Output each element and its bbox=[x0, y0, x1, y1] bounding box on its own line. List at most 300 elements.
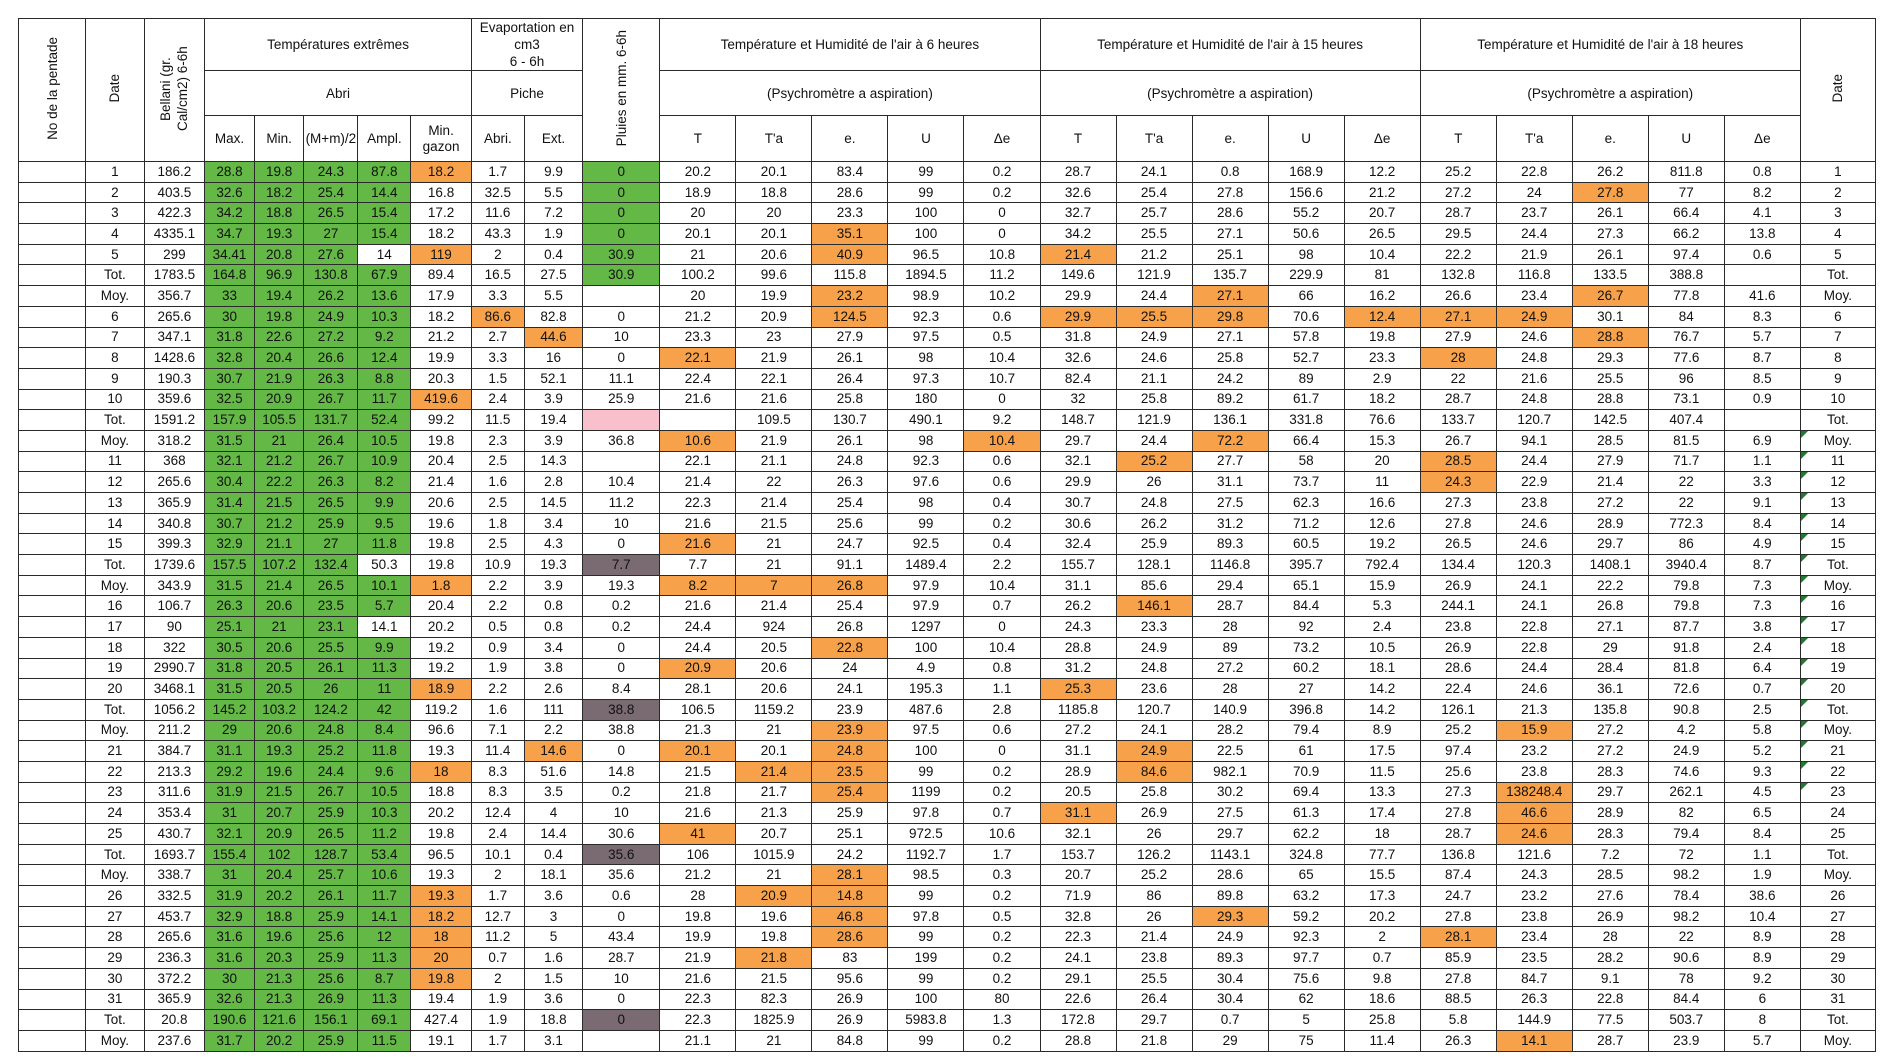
table-cell: 18.8 bbox=[524, 1010, 582, 1031]
table-cell: 0.2 bbox=[583, 596, 660, 617]
table-cell bbox=[1724, 265, 1800, 286]
table-cell: 22.3 bbox=[660, 493, 736, 514]
table-cell: 28.5 bbox=[1420, 451, 1496, 472]
table-cell: 168.9 bbox=[1268, 162, 1344, 183]
table-cell: 26.9 bbox=[304, 989, 358, 1010]
header-u-18h: U bbox=[1648, 116, 1724, 162]
table-cell: 1489.4 bbox=[888, 555, 964, 576]
table-cell: 4 bbox=[524, 803, 582, 824]
table-cell: 384.7 bbox=[144, 741, 205, 762]
table-cell: 24.9 bbox=[1192, 927, 1268, 948]
pentade-cell bbox=[19, 513, 86, 534]
table-cell: 90.8 bbox=[1648, 699, 1724, 720]
table-cell: 30.4 bbox=[1192, 968, 1268, 989]
table-cell: 21.9 bbox=[736, 348, 812, 369]
table-cell: 9.6 bbox=[358, 761, 411, 782]
header-t-6h: T bbox=[660, 116, 736, 162]
table-cell: 20.6 bbox=[736, 658, 812, 679]
table-cell: 1185.8 bbox=[1040, 699, 1116, 720]
table-cell: 32.1 bbox=[205, 451, 255, 472]
table-row bbox=[19, 658, 1876, 679]
table-cell: 21.1 bbox=[254, 534, 304, 555]
table-cell: 32.6 bbox=[1040, 182, 1116, 203]
table-cell: 28.6 bbox=[1192, 865, 1268, 886]
table-cell: 23.2 bbox=[812, 286, 888, 307]
table-cell: 8.2 bbox=[660, 575, 736, 596]
table-cell: 25.6 bbox=[304, 968, 358, 989]
table-cell: 1.7 bbox=[964, 844, 1040, 865]
table-cell: 19.2 bbox=[411, 637, 472, 658]
table-cell: 2.5 bbox=[471, 451, 524, 472]
table-cell: 46.8 bbox=[812, 906, 888, 927]
table-cell: 19.8 bbox=[660, 906, 736, 927]
table-cell: 0.2 bbox=[964, 927, 1040, 948]
table-cell: 32 bbox=[1040, 389, 1116, 410]
table-cell: 21.2 bbox=[254, 451, 304, 472]
table-cell: 17.3 bbox=[1344, 886, 1420, 907]
table-cell: 0 bbox=[583, 906, 660, 927]
table-cell: 32.9 bbox=[205, 906, 255, 927]
table-cell: 21.5 bbox=[736, 513, 812, 534]
table-cell: 71.2 bbox=[1268, 513, 1344, 534]
table-cell: 0.6 bbox=[964, 306, 1040, 327]
table-cell: 21.9 bbox=[660, 948, 736, 969]
table-cell: 98 bbox=[1268, 244, 1344, 265]
table-cell: 15.5 bbox=[1344, 865, 1420, 886]
date-cell-right: Tot. bbox=[1800, 555, 1875, 576]
table-cell: 1.1 bbox=[1724, 451, 1800, 472]
table-cell: 23.5 bbox=[1496, 948, 1572, 969]
table-cell: 22.2 bbox=[1420, 244, 1496, 265]
table-cell: 11.8 bbox=[358, 741, 411, 762]
table-cell: 353.4 bbox=[144, 803, 205, 824]
table-cell: 27.1 bbox=[1192, 327, 1268, 348]
table-cell: 24.6 bbox=[1496, 679, 1572, 700]
table-cell: 2.5 bbox=[471, 534, 524, 555]
table-cell: 0 bbox=[583, 637, 660, 658]
table-cell: 24.9 bbox=[1116, 327, 1192, 348]
table-cell: 28.6 bbox=[812, 927, 888, 948]
table-cell: 27.3 bbox=[1420, 493, 1496, 514]
table-cell: 18.9 bbox=[660, 182, 736, 203]
table-cell: 14.6 bbox=[524, 741, 582, 762]
table-cell: 26.7 bbox=[304, 451, 358, 472]
date-cell-right: 28 bbox=[1800, 927, 1875, 948]
table-cell: 24.1 bbox=[1040, 948, 1116, 969]
table-cell: 30.7 bbox=[205, 368, 255, 389]
table-cell: 31.6 bbox=[205, 948, 255, 969]
table-cell: 106.7 bbox=[144, 596, 205, 617]
table-cell: 924 bbox=[736, 617, 812, 638]
table-cell: 25.9 bbox=[583, 389, 660, 410]
table-cell: 22 bbox=[1648, 493, 1724, 514]
table-cell: 19.8 bbox=[254, 306, 304, 327]
table-cell: 2.2 bbox=[471, 575, 524, 596]
table-cell: 21.4 bbox=[1116, 927, 1192, 948]
table-cell: 20.2 bbox=[1344, 906, 1420, 927]
table-cell: 27.8 bbox=[1420, 968, 1496, 989]
table-cell: 27.2 bbox=[1572, 741, 1648, 762]
pentade-cell bbox=[19, 741, 86, 762]
table-cell: 21.4 bbox=[411, 472, 472, 493]
table-cell: 20.5 bbox=[1040, 782, 1116, 803]
date-cell: 10 bbox=[86, 389, 144, 410]
table-cell: 24.4 bbox=[1116, 286, 1192, 307]
table-cell: 30.2 bbox=[1192, 782, 1268, 803]
table-cell: 23 bbox=[736, 327, 812, 348]
table-cell: 157.5 bbox=[205, 555, 255, 576]
table-cell: 5.7 bbox=[358, 596, 411, 617]
table-cell: 32.6 bbox=[205, 989, 255, 1010]
table-cell: 21 bbox=[254, 617, 304, 638]
table-cell: 9.8 bbox=[1344, 968, 1420, 989]
table-cell: 343.9 bbox=[144, 575, 205, 596]
table-cell: 28 bbox=[1572, 927, 1648, 948]
table-cell: 66 bbox=[1268, 286, 1344, 307]
table-cell: 24.6 bbox=[1116, 348, 1192, 369]
table-cell: 24.9 bbox=[1116, 637, 1192, 658]
table-cell: 2 bbox=[471, 865, 524, 886]
table-cell: 0.2 bbox=[964, 968, 1040, 989]
table-cell: 52.4 bbox=[358, 410, 411, 431]
table-cell: 10.4 bbox=[583, 472, 660, 493]
table-cell: 128.7 bbox=[304, 844, 358, 865]
pentade-cell bbox=[19, 389, 86, 410]
date-cell-right: 26 bbox=[1800, 886, 1875, 907]
table-cell: 25.1 bbox=[812, 824, 888, 845]
table-cell: 23.3 bbox=[1116, 617, 1192, 638]
table-cell: 26.9 bbox=[1420, 575, 1496, 596]
table-cell bbox=[583, 410, 660, 431]
table-cell: 100 bbox=[888, 224, 964, 245]
table-cell: 144.9 bbox=[1496, 1010, 1572, 1031]
table-cell: 24.8 bbox=[1116, 493, 1192, 514]
table-cell: 2.4 bbox=[1724, 637, 1800, 658]
table-cell: 31.1 bbox=[1192, 472, 1268, 493]
table-cell: 26.2 bbox=[1572, 162, 1648, 183]
table-cell: 20.4 bbox=[254, 348, 304, 369]
table-cell: 0.4 bbox=[964, 534, 1040, 555]
table-cell: 28.7 bbox=[583, 948, 660, 969]
header-u-6h: U bbox=[888, 116, 964, 162]
table-cell: 71.9 bbox=[1040, 886, 1116, 907]
table-cell: 21.8 bbox=[660, 782, 736, 803]
table-row bbox=[19, 968, 1876, 989]
table-cell: 26.9 bbox=[812, 989, 888, 1010]
table-cell: 265.6 bbox=[144, 306, 205, 327]
table-cell: 237.6 bbox=[144, 1030, 205, 1051]
table-cell: 23.3 bbox=[812, 203, 888, 224]
table-cell: 25.4 bbox=[812, 493, 888, 514]
table-cell: 0 bbox=[964, 203, 1040, 224]
header-psychrometre-18h: (Psychromètre a aspiration) bbox=[1420, 71, 1800, 116]
table-cell: 14.1 bbox=[358, 617, 411, 638]
table-cell: 23.4 bbox=[1496, 927, 1572, 948]
table-cell: 7.7 bbox=[583, 555, 660, 576]
table-cell: 21.4 bbox=[660, 472, 736, 493]
table-cell: 21.9 bbox=[254, 368, 304, 389]
table-cell: 8.4 bbox=[1724, 513, 1800, 534]
table-cell: 126.2 bbox=[1116, 844, 1192, 865]
table-cell: 0.6 bbox=[1724, 244, 1800, 265]
table-cell: 7.7 bbox=[660, 555, 736, 576]
table-cell: 28.7 bbox=[1420, 389, 1496, 410]
date-cell: 28 bbox=[86, 927, 144, 948]
table-cell: 20.7 bbox=[1040, 865, 1116, 886]
pentade-cell bbox=[19, 182, 86, 203]
pentade-cell bbox=[19, 596, 86, 617]
table-cell: 35.6 bbox=[583, 865, 660, 886]
table-cell: 20.9 bbox=[736, 886, 812, 907]
table-cell: 26.8 bbox=[812, 617, 888, 638]
table-cell: 25.9 bbox=[304, 1030, 358, 1051]
table-cell: 19.8 bbox=[411, 534, 472, 555]
table-cell: 0.4 bbox=[524, 844, 582, 865]
table-cell: 0.4 bbox=[524, 244, 582, 265]
table-cell: 22.3 bbox=[1040, 927, 1116, 948]
table-cell: 22 bbox=[1648, 927, 1724, 948]
table-cell: 1.6 bbox=[524, 948, 582, 969]
table-cell: 21.1 bbox=[660, 1030, 736, 1051]
table-cell: 21 bbox=[254, 430, 304, 451]
table-cell: 77.6 bbox=[1648, 348, 1724, 369]
table-cell: 97.3 bbox=[888, 368, 964, 389]
table-cell: 10.7 bbox=[964, 368, 1040, 389]
table-cell: 0.2 bbox=[964, 162, 1040, 183]
table-cell: 69.4 bbox=[1268, 782, 1344, 803]
table-cell: 10.4 bbox=[1344, 244, 1420, 265]
table-cell: 10.9 bbox=[471, 555, 524, 576]
date-cell: Tot. bbox=[86, 1010, 144, 1031]
table-cell: 12 bbox=[358, 927, 411, 948]
date-cell: 22 bbox=[86, 761, 144, 782]
pentade-cell bbox=[19, 989, 86, 1010]
table-cell: 0 bbox=[583, 224, 660, 245]
table-cell: 13.6 bbox=[358, 286, 411, 307]
table-cell: 25.2 bbox=[304, 741, 358, 762]
table-cell: 11.6 bbox=[471, 203, 524, 224]
header-date: Date bbox=[86, 19, 144, 162]
table-cell: 26.1 bbox=[1572, 203, 1648, 224]
table-cell: 25.9 bbox=[1116, 534, 1192, 555]
table-cell: 26.5 bbox=[1420, 534, 1496, 555]
table-cell: 20.2 bbox=[411, 803, 472, 824]
table-cell: 21.4 bbox=[254, 575, 304, 596]
table-cell: 23.8 bbox=[1496, 906, 1572, 927]
table-cell: 24 bbox=[1496, 182, 1572, 203]
table-cell: 83.4 bbox=[812, 162, 888, 183]
table-cell: 6.4 bbox=[1724, 658, 1800, 679]
table-cell: 262.1 bbox=[1648, 782, 1724, 803]
table-cell: 145.2 bbox=[205, 699, 255, 720]
table-cell: 132.8 bbox=[1420, 265, 1496, 286]
table-cell: 24.2 bbox=[1192, 368, 1268, 389]
table-cell: 0.6 bbox=[964, 472, 1040, 493]
table-cell: 14.2 bbox=[1344, 699, 1420, 720]
table-cell: 25.6 bbox=[1420, 761, 1496, 782]
table-cell: 22.3 bbox=[660, 989, 736, 1010]
table-cell: 28.9 bbox=[1040, 761, 1116, 782]
table-cell: 18.1 bbox=[524, 865, 582, 886]
table-cell: 23.8 bbox=[1496, 493, 1572, 514]
table-cell: 31.5 bbox=[205, 575, 255, 596]
table-cell: 24.4 bbox=[304, 761, 358, 782]
table-cell: 87.7 bbox=[1648, 617, 1724, 638]
table-cell: 100.2 bbox=[660, 265, 736, 286]
table-cell: 29.8 bbox=[1192, 306, 1268, 327]
table-cell: 24.3 bbox=[304, 162, 358, 183]
table-cell: 32.6 bbox=[205, 182, 255, 203]
table-cell: 27.7 bbox=[1192, 451, 1268, 472]
date-cell: 4 bbox=[86, 224, 144, 245]
table-cell: 11.7 bbox=[358, 389, 411, 410]
table-cell: 43.3 bbox=[471, 224, 524, 245]
table-cell: 10.4 bbox=[964, 430, 1040, 451]
table-cell: 29.7 bbox=[1572, 782, 1648, 803]
table-cell: 99 bbox=[888, 886, 964, 907]
date-cell: 11 bbox=[86, 451, 144, 472]
table-cell: 6.5 bbox=[1724, 803, 1800, 824]
table-cell: 0 bbox=[583, 306, 660, 327]
header-t-15h: T bbox=[1040, 116, 1116, 162]
table-cell: 24.4 bbox=[660, 617, 736, 638]
table-cell: 26.9 bbox=[1572, 906, 1648, 927]
table-cell: 2 bbox=[1344, 927, 1420, 948]
table-cell: 186.2 bbox=[144, 162, 205, 183]
date-cell: Tot. bbox=[86, 265, 144, 286]
table-cell: 30.7 bbox=[205, 513, 255, 534]
table-cell: 19.6 bbox=[736, 906, 812, 927]
date-cell-right: 12 bbox=[1800, 472, 1875, 493]
date-cell: 9 bbox=[86, 368, 144, 389]
table-cell: 15.9 bbox=[1496, 720, 1572, 741]
date-cell-right: 8 bbox=[1800, 348, 1875, 369]
table-cell: 0.9 bbox=[1724, 389, 1800, 410]
table-cell: 148.7 bbox=[1040, 410, 1116, 431]
header-psychrometre-15h: (Psychromètre a aspiration) bbox=[1040, 71, 1420, 116]
table-cell: 27.2 bbox=[1572, 720, 1648, 741]
table-cell: 19.3 bbox=[411, 865, 472, 886]
table-cell: 2.4 bbox=[471, 389, 524, 410]
table-cell: 14.8 bbox=[812, 886, 888, 907]
table-cell: 27.5 bbox=[1192, 803, 1268, 824]
table-cell: 10.8 bbox=[964, 244, 1040, 265]
table-cell: 10.2 bbox=[964, 286, 1040, 307]
table-cell: 21.8 bbox=[736, 948, 812, 969]
table-cell: 11.5 bbox=[1344, 761, 1420, 782]
date-cell: 8 bbox=[86, 348, 144, 369]
table-row bbox=[19, 844, 1876, 865]
table-cell: 26.7 bbox=[1572, 286, 1648, 307]
pentade-cell bbox=[19, 306, 86, 327]
table-cell: 23.3 bbox=[660, 327, 736, 348]
date-cell-right: Tot. bbox=[1800, 844, 1875, 865]
table-cell: 23.3 bbox=[1344, 348, 1420, 369]
table-cell: 2.4 bbox=[471, 824, 524, 845]
table-cell: 20.4 bbox=[411, 451, 472, 472]
table-cell: 28.1 bbox=[812, 865, 888, 886]
pentade-cell bbox=[19, 927, 86, 948]
table-cell: 21 bbox=[736, 865, 812, 886]
table-cell: 20 bbox=[660, 203, 736, 224]
table-cell: 97.8 bbox=[888, 906, 964, 927]
table-cell: 14.8 bbox=[583, 761, 660, 782]
table-cell: 8.4 bbox=[1724, 824, 1800, 845]
table-cell: 27.8 bbox=[1192, 182, 1268, 203]
table-cell: 121.6 bbox=[1496, 844, 1572, 865]
table-cell: 28.9 bbox=[1572, 803, 1648, 824]
table-cell: 19.8 bbox=[736, 927, 812, 948]
table-cell: 20.1 bbox=[660, 224, 736, 245]
table-cell: 155.4 bbox=[205, 844, 255, 865]
table-cell: 90 bbox=[144, 617, 205, 638]
table-cell: 21.7 bbox=[736, 782, 812, 803]
table-cell: 36.1 bbox=[1572, 679, 1648, 700]
table-cell: 23.8 bbox=[1496, 761, 1572, 782]
table-cell: 97.4 bbox=[1420, 741, 1496, 762]
table-cell: 103.2 bbox=[254, 699, 304, 720]
table-cell: 157.9 bbox=[205, 410, 255, 431]
table-cell: 21.5 bbox=[254, 782, 304, 803]
header-abri: Abri bbox=[205, 71, 472, 116]
table-cell: 89 bbox=[1192, 637, 1268, 658]
pentade-cell bbox=[19, 244, 86, 265]
header-ta-18h: T'a bbox=[1496, 116, 1572, 162]
table-cell: 140.9 bbox=[1192, 699, 1268, 720]
date-cell: 27 bbox=[86, 906, 144, 927]
table-row bbox=[19, 306, 1876, 327]
table-cell: 24.9 bbox=[304, 306, 358, 327]
table-cell: 17.5 bbox=[1344, 741, 1420, 762]
date-cell: 24 bbox=[86, 803, 144, 824]
table-cell: 111 bbox=[524, 699, 582, 720]
table-cell: 136.8 bbox=[1420, 844, 1496, 865]
table-cell: 67.9 bbox=[358, 265, 411, 286]
date-cell-right: 23 bbox=[1800, 782, 1875, 803]
table-cell: 2.8 bbox=[964, 699, 1040, 720]
table-cell: 347.1 bbox=[144, 327, 205, 348]
table-cell: 7.3 bbox=[1724, 596, 1800, 617]
table-cell: 86 bbox=[1648, 534, 1724, 555]
table-cell: 77 bbox=[1648, 182, 1724, 203]
table-cell: 25.1 bbox=[1192, 244, 1268, 265]
table-cell: 156.1 bbox=[304, 1010, 358, 1031]
table-cell: 84.6 bbox=[1116, 761, 1192, 782]
table-row bbox=[19, 761, 1876, 782]
table-cell: 368 bbox=[144, 451, 205, 472]
table-cell: 22.4 bbox=[1420, 679, 1496, 700]
table-cell: 1.7 bbox=[471, 886, 524, 907]
table-cell: 30.6 bbox=[583, 824, 660, 845]
table-cell: 27.2 bbox=[1572, 493, 1648, 514]
table-cell: 11.2 bbox=[583, 493, 660, 514]
table-cell: 0.7 bbox=[964, 596, 1040, 617]
table-cell bbox=[583, 286, 660, 307]
table-cell: 155.7 bbox=[1040, 555, 1116, 576]
table-cell: 10.6 bbox=[964, 824, 1040, 845]
table-cell: 10.3 bbox=[358, 306, 411, 327]
pentade-cell bbox=[19, 451, 86, 472]
table-cell: 26.2 bbox=[1116, 513, 1192, 534]
table-cell: 30.9 bbox=[583, 244, 660, 265]
table-cell: 22.9 bbox=[1496, 472, 1572, 493]
table-cell: 73.1 bbox=[1648, 389, 1724, 410]
header-piche: Piche bbox=[471, 71, 582, 116]
date-cell-right: 11 bbox=[1800, 451, 1875, 472]
table-cell: 2.2 bbox=[471, 596, 524, 617]
table-row bbox=[19, 286, 1876, 307]
table-cell: 99 bbox=[888, 182, 964, 203]
